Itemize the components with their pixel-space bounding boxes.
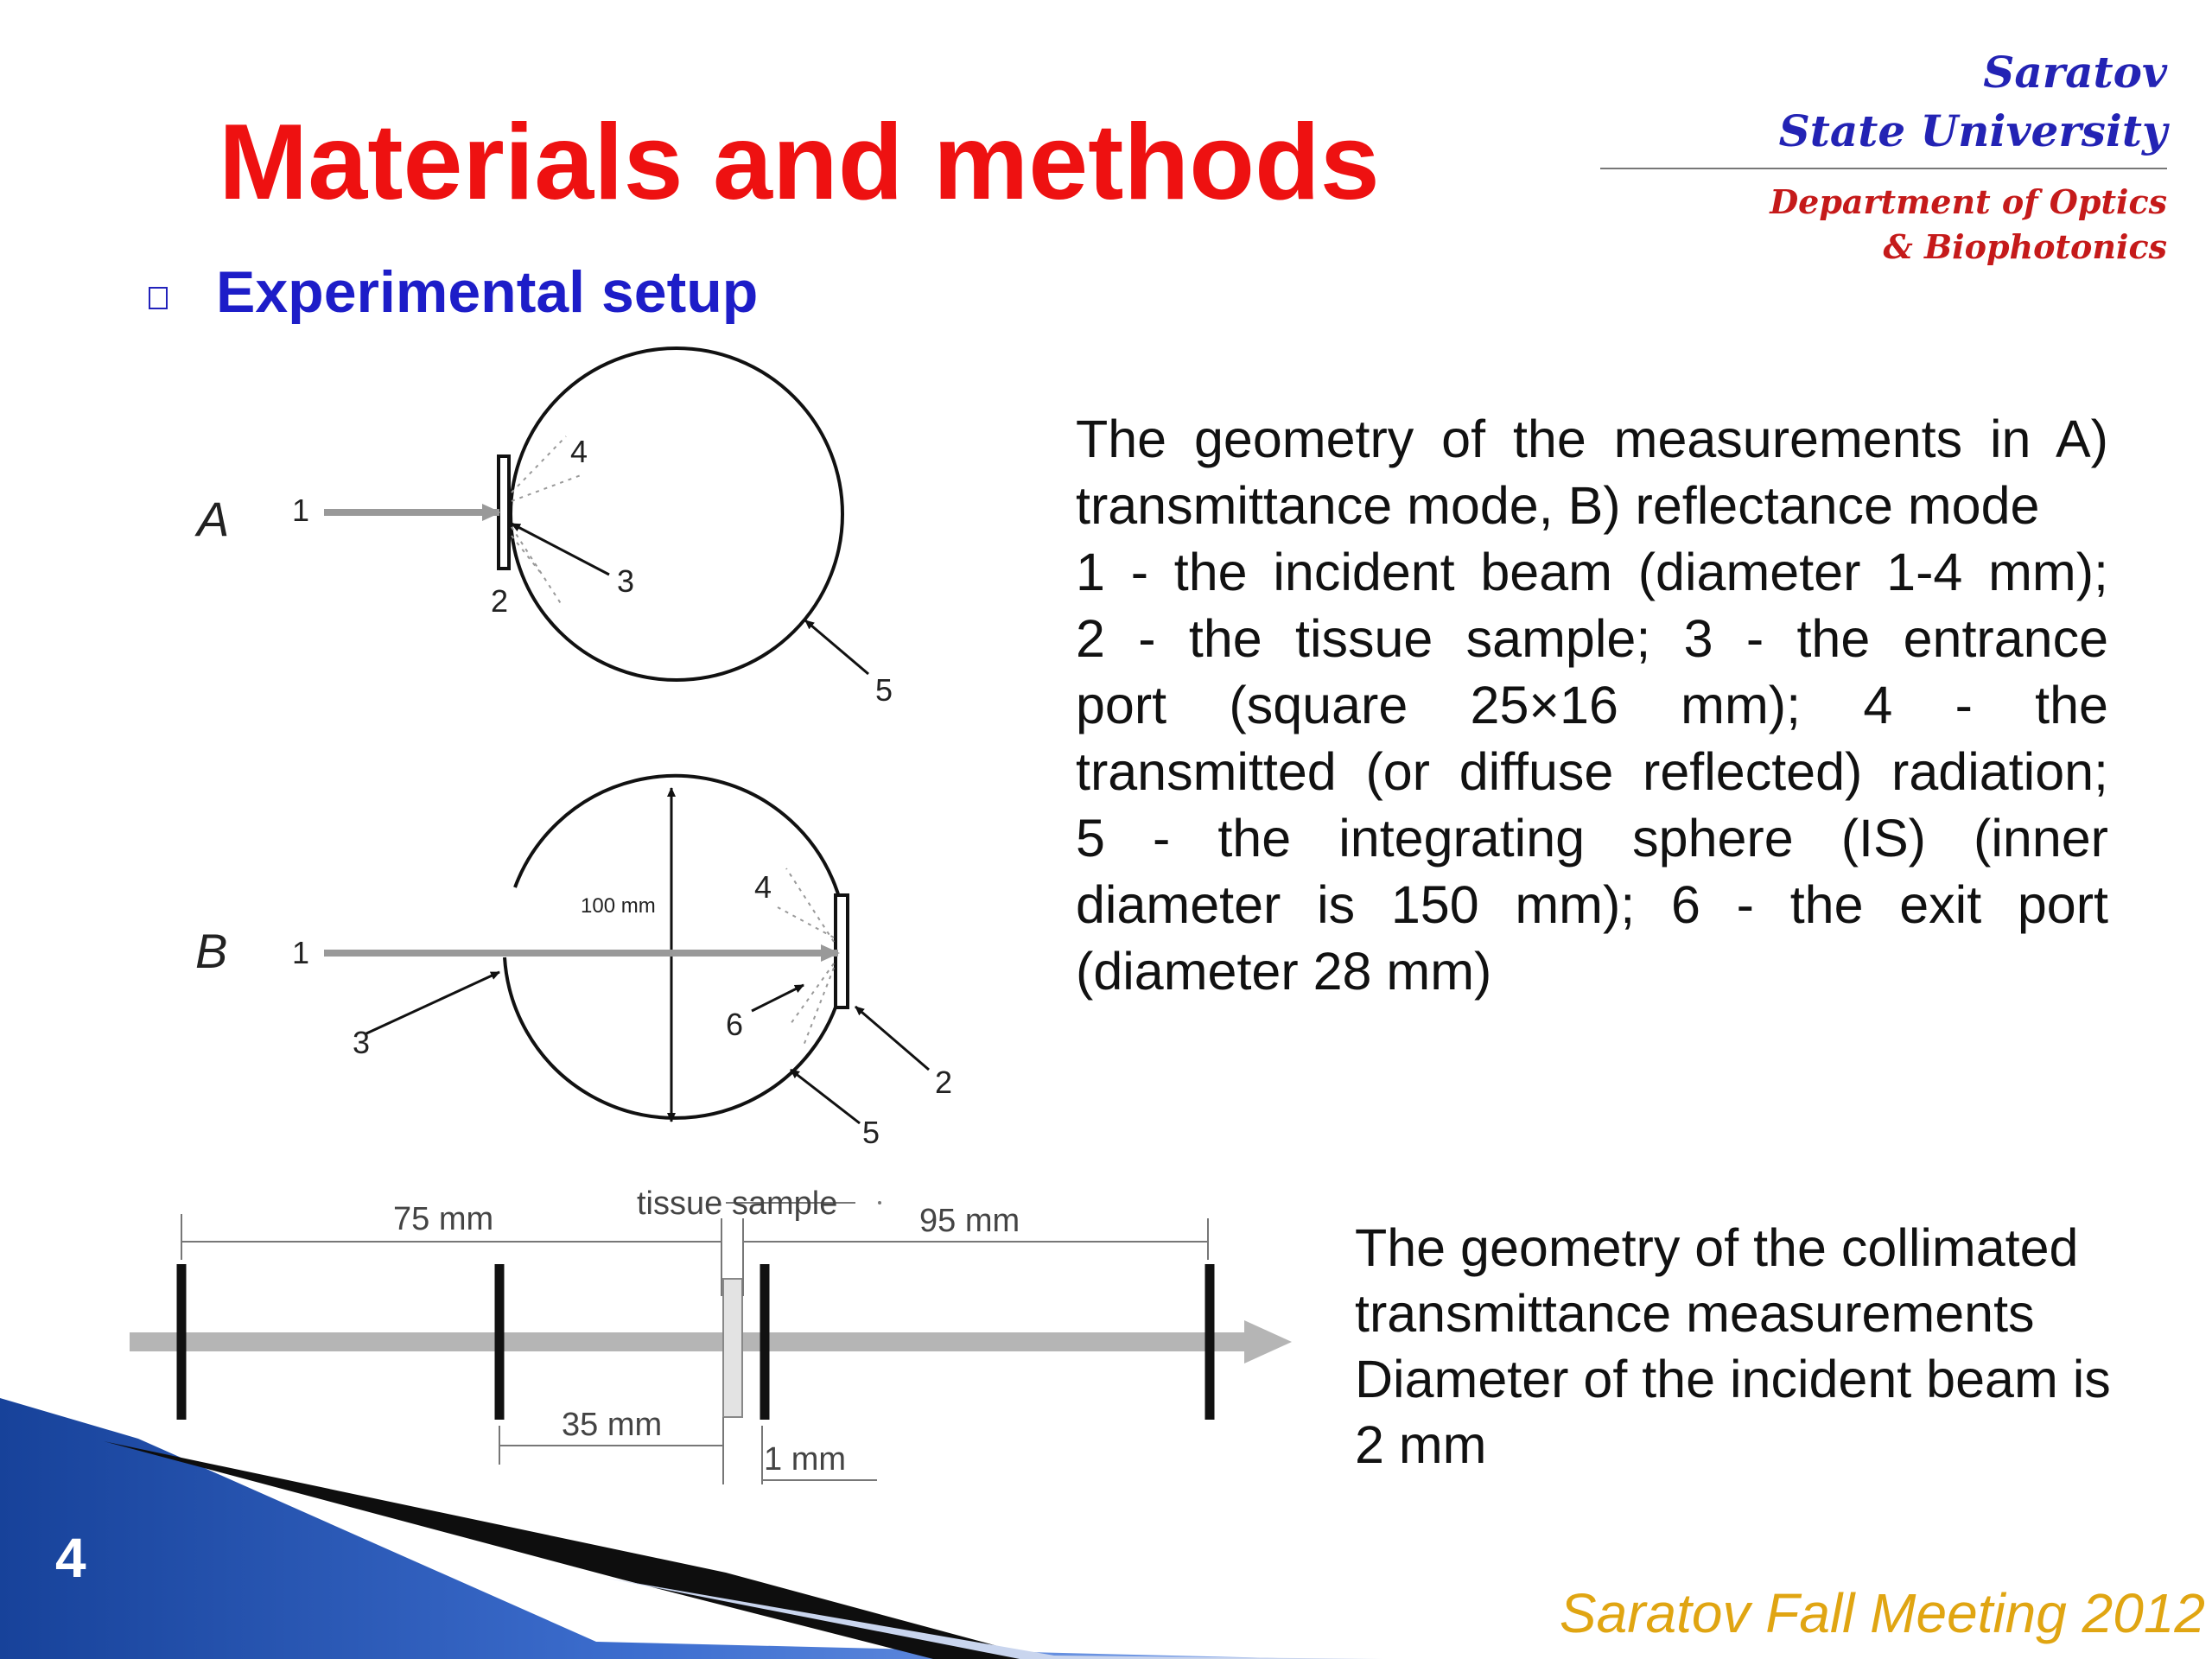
description-line: The geometry of the measurements in A) [1076,410,2108,468]
scattered-rays-b [778,868,834,1046]
integrating-sphere-a [511,348,842,680]
callout-label-a-3: 3 [617,563,635,599]
diagram-a-label: A [197,492,230,546]
callout-label-b-2: 2 [935,1065,953,1100]
callout-6-b [752,985,804,1011]
diameter-label-b: 100 mm [581,894,656,918]
dimension-label-75mm: 75 mm [393,1201,494,1237]
callout-label-a-5: 5 [875,672,893,708]
integrating-sphere-b [505,776,847,1118]
callout-label-b-5: 5 [862,1115,880,1150]
dimension-label-95mm: 95 mm [919,1203,1020,1239]
diagram-a [324,348,868,680]
university-logo [1631,43,2167,270]
page-number: 4 [55,1527,86,1589]
description-line: (diameter 28 mm) [1076,942,1492,1001]
callout-label-b-4: 4 [754,869,772,905]
callout-label-b-6: 6 [726,1007,744,1042]
university-name-line1: Saratov [1983,47,2167,98]
conference-name: Saratov Fall Meeting 2012 [1559,1582,2205,1644]
description-line: transmitted (or diffuse reflected) radiation; [1076,742,2108,801]
description-line: Diameter of the incident beam is [1355,1350,2111,1408]
callout-label-b-3: 3 [353,1025,371,1060]
description-line: 2 mm [1355,1415,1487,1474]
diagram-b [324,776,929,1123]
tissue-sample-label: tissue sample [637,1185,838,1222]
collimated-diagram [130,1201,1292,1484]
description-line: diameter is 150 mm); 6 - the exit port [1076,875,2108,934]
callout-5-a [805,620,868,674]
description-line: transmittance measurements [1355,1284,2035,1343]
description-line: 1 - the incident beam (diameter 1-4 mm); [1076,543,2108,601]
callout-3-b [365,972,499,1034]
description-line: 2 - the tissue sample; 3 - the entrance [1076,609,2108,668]
collimated-geometry-description [1355,1215,2167,1478]
callout-label-a-2: 2 [491,583,509,619]
tissue-sample-a [499,456,509,569]
section-subtitle: Experimental setup [216,259,759,325]
callout-label-a-1: 1 [292,493,310,528]
description-line: The geometry of the collimated [1355,1218,2079,1277]
square-bullet-icon [149,287,168,309]
description-line: transmittance mode, B) reflectance mode [1076,476,2040,535]
callout-label-b-1: 1 [292,935,310,970]
footer-band [0,1398,1382,1659]
description-line: port (square 25×16 mm); 4 - the [1076,676,2108,734]
university-name-line2: State University [1778,105,2167,156]
page-title: Materials and methods [219,103,1380,222]
callout-5-b [791,1070,860,1123]
diagram-b-label: B [195,924,228,978]
dimension-label-1mm: 1 mm [764,1441,846,1478]
header-divider [1600,168,2167,169]
description-line: 5 - the integrating sphere (IS) (inner [1076,809,2108,868]
department-name-line2: & Biophotonics [1883,227,2167,266]
dimension-label-35mm: 35 mm [562,1407,663,1443]
callout-2-b [855,1007,929,1070]
department-name-line1: Department of Optics [1770,182,2167,221]
callout-label-a-4: 4 [570,434,588,469]
sphere-geometry-description [1076,406,2108,1005]
